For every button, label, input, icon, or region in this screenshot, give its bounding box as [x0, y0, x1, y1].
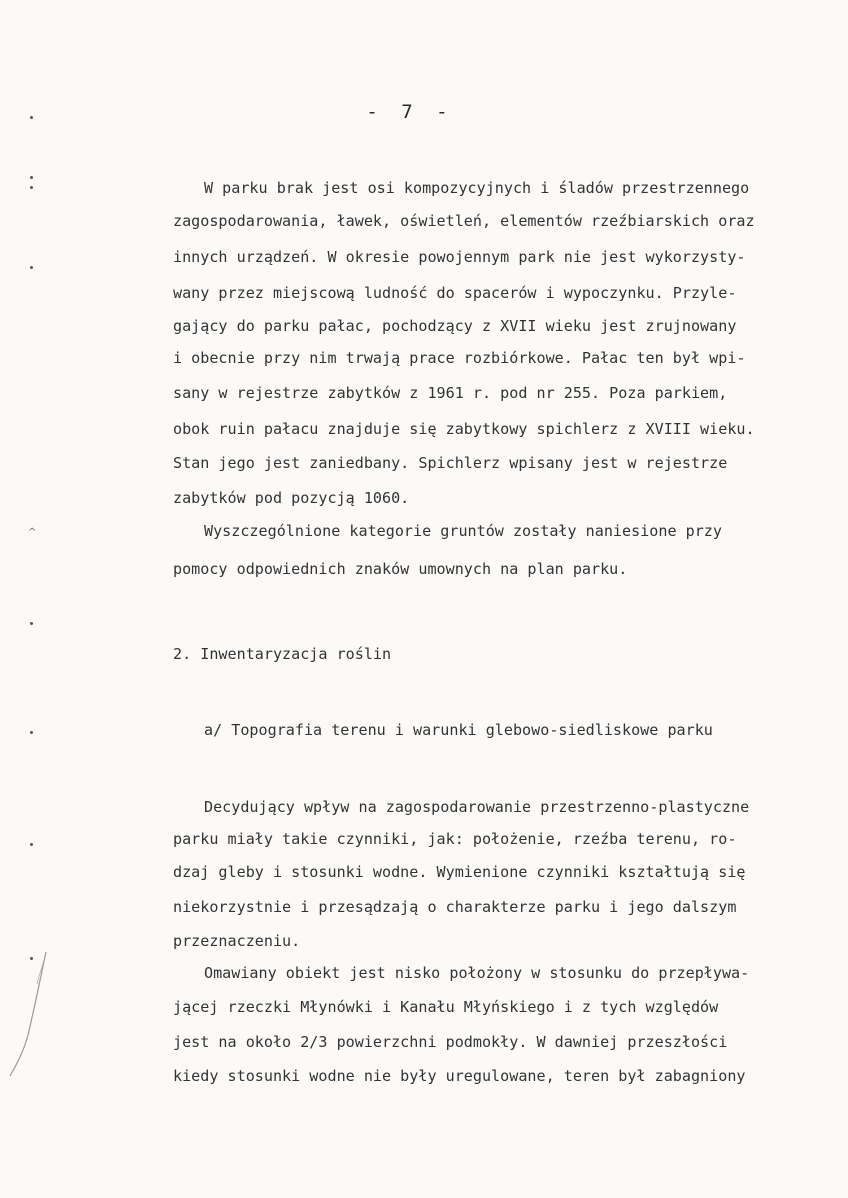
text-line: W parku brak jest osi kompozycyjnych i śladów przestrzennego	[204, 179, 750, 197]
text-line: pomocy odpowiednich znaków umownych na plan parku.	[173, 560, 628, 578]
page-number: - 7 -	[366, 101, 454, 123]
text-line: wany przez miejscową ludność do spacerów i wypoczynku. Przyle-	[173, 284, 737, 302]
text-line: Decydujący wpływ na zagospodarowanie przestrzenno-plastyczne	[204, 798, 750, 816]
section-heading: 2. Inwentaryzacja roślin	[173, 645, 392, 663]
text-line: Omawiany obiekt jest nisko położony w stosunku do przepływa-	[204, 964, 750, 982]
subsection-heading: a/ Topografia terenu i warunki glebowo-siedliskowe parku	[204, 721, 713, 739]
text-line: obok ruin pałacu znajduje się zabytkowy spichlerz z XVIII wieku.	[173, 420, 755, 438]
margin-dot	[30, 176, 33, 179]
text-line: i obecnie przy nim trwają prace rozbiórkowe. Pałac ten był wpi-	[173, 349, 746, 367]
pencil-stroke-mark	[0, 940, 80, 1090]
text-line: kiedy stosunki wodne nie były uregulowane, teren był zabagniony	[173, 1067, 746, 1085]
text-line: zagospodarowania, ławek, oświetleń, elementów rzeźbiarskich oraz	[173, 212, 755, 230]
margin-dot	[30, 843, 33, 846]
margin-dot	[30, 731, 33, 734]
margin-dot	[30, 116, 33, 119]
text-line: innych urządzeń. W okresie powojennym park nie jest wykorzysty-	[173, 248, 746, 266]
text-line: dzaj gleby i stosunki wodne. Wymienione czynniki kształtują się	[173, 863, 746, 881]
text-line: Stan jego jest zaniedbany. Spichlerz wpisany jest w rejestrze	[173, 454, 728, 472]
text-line: sany w rejestrze zabytków z 1961 r. pod nr 255. Poza parkiem,	[173, 384, 728, 402]
margin-dot	[30, 622, 33, 625]
text-line: niekorzystnie i przesądzają o charakterze parku i jego dalszym	[173, 898, 737, 916]
text-line: jącej rzeczki Młynówki i Kanału Młyńskiego i z tych względów	[173, 998, 719, 1016]
text-line: parku miały takie czynniki, jak: położenie, rzeźba terenu, ro-	[173, 830, 737, 848]
text-line: przeznaczeniu.	[173, 932, 301, 950]
text-line: zabytków pod pozycją 1060.	[173, 489, 410, 507]
text-line: gający do parku pałac, pochodzący z XVII wieku jest zrujnowany	[173, 317, 737, 335]
margin-caret-mark: ^	[28, 527, 37, 538]
margin-dot	[30, 266, 33, 269]
text-line: Wyszczególnione kategorie gruntów zostały naniesione przy	[204, 522, 722, 540]
margin-dot	[30, 186, 33, 189]
text-line: jest na około 2/3 powierzchni podmokły. W dawniej przeszłości	[173, 1033, 728, 1051]
